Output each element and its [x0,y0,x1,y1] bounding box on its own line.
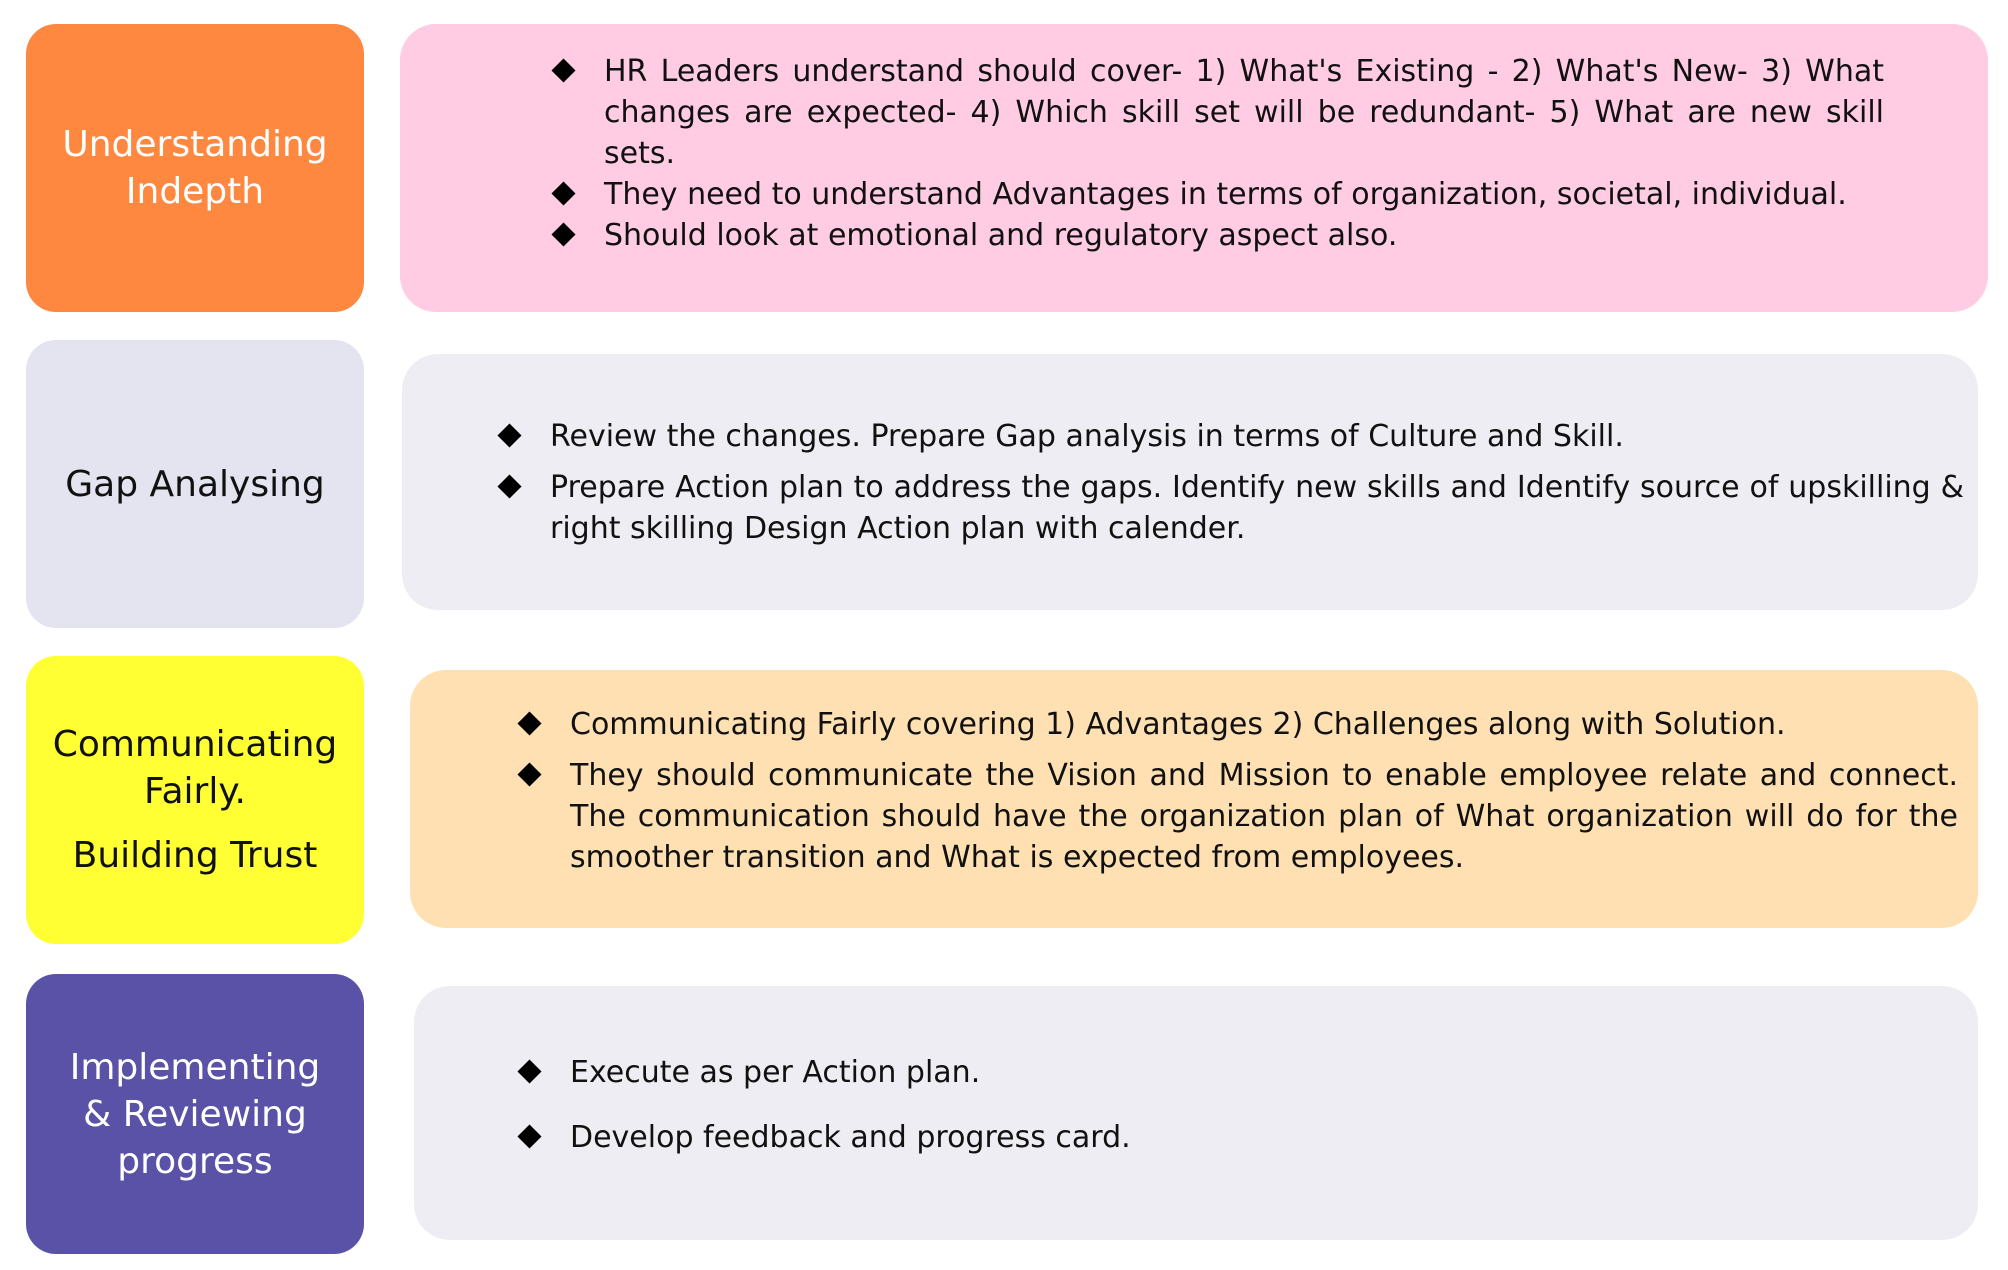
bullet-item: They need to understand Advantages in terms of organization, societal, individual. [548,174,1884,215]
bullet-list [548,51,1884,256]
stage-panel-gap-analysing [402,354,1978,610]
stage-label-line: progress [117,1140,273,1182]
stage-label-line: Building Trust [72,835,318,876]
stage-panel-understanding [400,24,1988,312]
diamond-bullet-icon [551,58,575,82]
stage-row-understanding [0,0,2008,316]
stage-panel-implementing [414,986,1978,1240]
diamond-bullet-icon [551,181,575,205]
stage-label-line: Gap Analysing [65,463,325,505]
bullet-item: Execute as per Action plan. [514,1052,1934,1093]
stage-row-communicating [0,632,2008,948]
diamond-bullet-icon [497,474,521,498]
bullet-item: Develop feedback and progress card. [514,1117,1934,1158]
bullet-list [514,1052,1934,1158]
stage-label-line: & Reviewing [83,1093,307,1135]
stage-row-gap-analysing [0,316,2008,632]
stage-box-implementing [26,974,364,1254]
stage-label-line: Communicating [52,724,338,765]
stage-box-gap-analysing [26,340,364,628]
diamond-bullet-icon [497,423,521,447]
stage-row-implementing [0,948,2008,1270]
stage-panel-communicating [410,670,1978,928]
diamond-bullet-icon [551,222,575,246]
bullet-list [494,416,1964,549]
stage-label-line: Indepth [125,171,265,212]
bullet-list [514,704,1958,878]
bullet-item: Review the changes. Prepare Gap analysis in terms of Culture and Skill. [494,416,1964,457]
diamond-bullet-icon [517,711,541,735]
stage-label-line: Understanding [62,124,328,165]
stage-label-line: Implementing [69,1046,321,1088]
stage-box-communicating [26,656,364,944]
bullet-item: HR Leaders understand should cover- 1) What's Existing - 2) What's New- 3) What changes are expected- 4) Which skill set will be redundant- 5) What are new skill sets. [548,51,1884,174]
diamond-bullet-icon [517,1059,541,1083]
diamond-bullet-icon [517,762,541,786]
diamond-bullet-icon [517,1124,541,1148]
stage-label-line: Fairly. [144,771,246,812]
stage-box-understanding [26,24,364,312]
bullet-item: They should communicate the Vision and Mission to enable employee relate and connect. The communication should have the organization plan of What organization will do for the smoother transition and What is expected from employees. [514,755,1958,878]
bullet-item: Communicating Fairly covering 1) Advantages 2) Challenges along with Solution. [514,704,1958,745]
bullet-item: Should look at emotional and regulatory aspect also. [548,215,1884,256]
bullet-item: Prepare Action plan to address the gaps. Identify new skills and Identify source of upskilling & right skilling Design Action plan with calender. [494,467,1964,549]
